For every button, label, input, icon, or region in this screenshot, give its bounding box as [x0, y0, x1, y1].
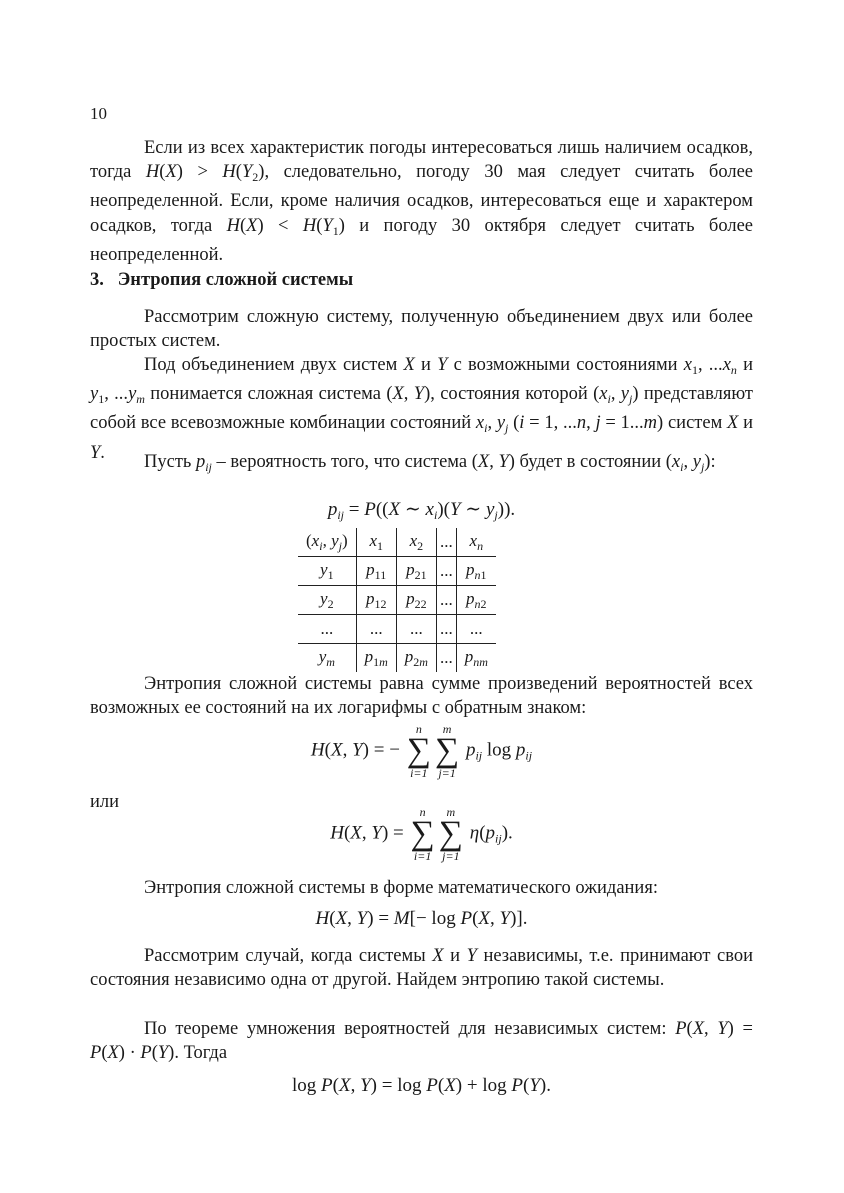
- paragraph-entropy: Энтропия сложной системы равна сумме произведений вероятностей всех возможных ее состояний на их логарифмы с обратным знаком:: [90, 674, 753, 719]
- table-cell: ...: [436, 644, 456, 673]
- table-cell: $y_2$: [298, 586, 356, 615]
- sum-i: n ∑ i=1: [406, 722, 431, 780]
- table-cell: $p_{11}$: [356, 557, 396, 586]
- paragraph-theorem: По теореме умножения вероятностей для независимых систем: P(X, Y) = P(X) · P(Y). Тогда: [90, 1019, 753, 1064]
- table-cell: $p_{n1}$: [456, 557, 496, 586]
- table-row: [298, 557, 496, 586]
- table-cell: $p_{1m}$: [356, 644, 396, 673]
- table-cell: $y_m$: [298, 644, 356, 673]
- paragraph-expectation: Энтропия сложной системы в форме математического ожидания:: [144, 878, 658, 898]
- table-cell: $y_1$: [298, 557, 356, 586]
- sum-i: n ∑ i=1: [410, 805, 435, 863]
- equation-pij: $p_{ij} = P((X$ ∼ $x_i)(Y$ ∼ $y_j$)).: [327, 499, 516, 522]
- table-header-cell: $x_2$: [396, 528, 436, 557]
- paragraph-intro: Рассмотрим сложную систему, полученную объединением двух или более простых систем.: [90, 307, 753, 352]
- table-header-cell: ...: [436, 528, 456, 557]
- table-cell: $p_{22}$: [396, 586, 436, 615]
- table-header-cell: ($x_i$, $y_j$): [298, 528, 356, 557]
- or-label: или: [90, 792, 120, 812]
- table-cell: ...: [396, 615, 436, 644]
- table-cell: $p_{12}$: [356, 586, 396, 615]
- table-cell: ...: [456, 615, 496, 644]
- table-cell: ...: [436, 586, 456, 615]
- table-row: [298, 644, 496, 673]
- table-cell: ...: [356, 615, 396, 644]
- probability-table: [298, 528, 496, 672]
- table-cell: $p_{n2}$: [456, 586, 496, 615]
- table-cell: $p_{nm}$: [464, 646, 488, 669]
- table-row: [298, 615, 496, 644]
- table-header-cell: $x_n$: [456, 528, 496, 557]
- section-heading: 3. Энтропия сложной системы: [90, 270, 354, 290]
- table-header-cell: $x_1$: [356, 528, 396, 557]
- table-row: [298, 586, 496, 615]
- paragraph-union: Под объединением двух систем X и Y с возможными состояниями $x_1$, $...x_n$ и $y_1$, $...y_m$ понимается сложная система (X, Y), состояния которой ($x_i$, $y_j$) представляют собой все всевозможные комбинации состояний $x_i$, $y_j$ (i = 1, ...n, j = 1...m) систем X и Y.: [90, 355, 754, 463]
- page-number: 10: [90, 104, 107, 123]
- table-row: [298, 528, 496, 557]
- sum-j: m ∑ j=1: [438, 805, 464, 863]
- equation-expectation: H(X, Y) = M[− log P(X, Y)].: [315, 908, 528, 929]
- table-cell: ...: [436, 557, 456, 586]
- paragraph-independent: Рассмотрим случай, когда системы X и Y независимы, т.е. принимают свои состояния независимо одна от другой. Найдем энтропию такой системы.: [90, 946, 753, 991]
- sum-j: m ∑ j=1: [434, 722, 460, 780]
- equation-entropy-eta: H(X, Y) = n ∑ i=1 m ∑ j=1 $\eta(p_{ij})$.: [330, 805, 513, 863]
- table-cell: ...: [436, 615, 456, 644]
- table-cell: $p_{21}$: [396, 557, 436, 586]
- equation-log-product: log P(X, Y) = log P(X) + log P(Y).: [292, 1075, 551, 1096]
- table-cell: $p_{2m}$: [396, 644, 436, 673]
- equation-entropy-log: H(X, Y) = − n ∑ i=1 m ∑ j=1 $p_{ij}$ $\log p_{ij}$: [310, 722, 533, 780]
- paragraph-probability: Пусть $p_{ij}$ – вероятность того, что система (X, Y) будет в состоянии ($x_i$, $y_j$):: [144, 452, 716, 474]
- paragraph-weather: Если из всех характеристик погоды интересоваться лишь наличием осадков, тогда $H(X) > H(Y_2)$, следовательно, погоду 30 мая следует считать более неопределенной. Если, кроме наличия осадков, интересоваться еще и характером осадков, тогда $H(X) < H(Y_1)$ и погоду 30 октября следует считать более неопределенной.: [90, 138, 754, 265]
- table-cell: ...: [298, 615, 356, 644]
